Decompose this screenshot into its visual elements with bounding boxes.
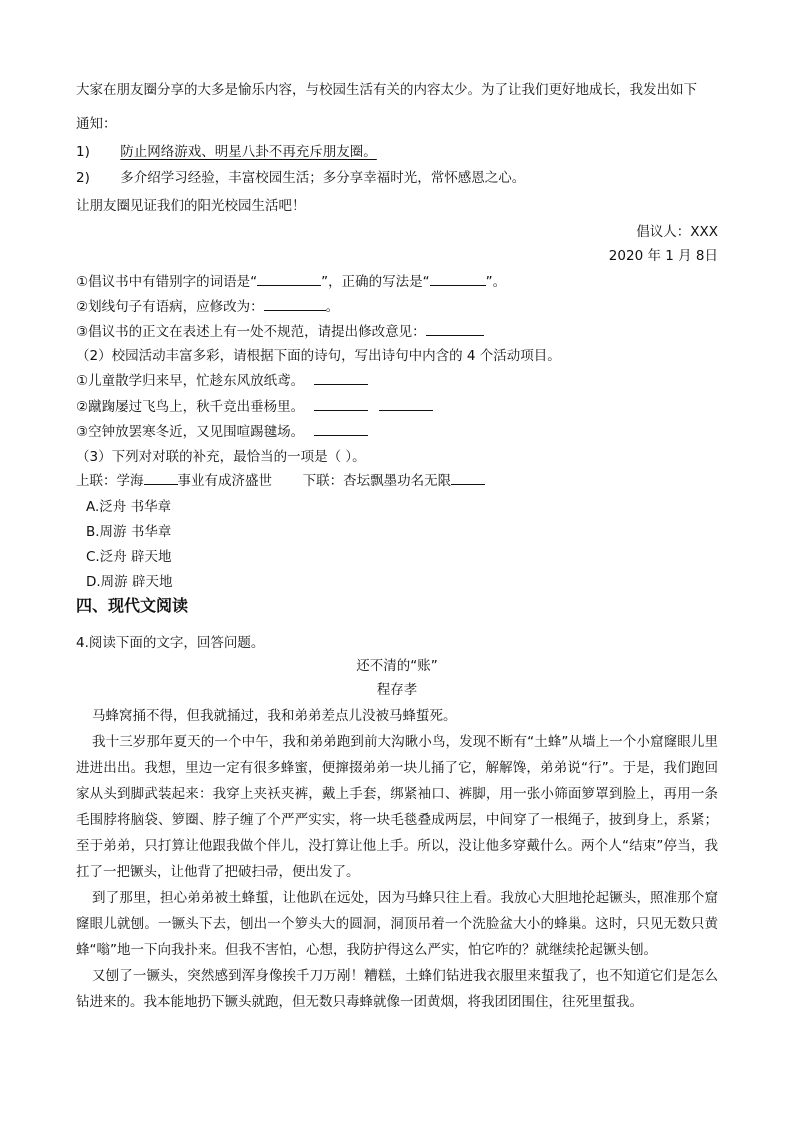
article-paragraph-2: 我十三岁那年夏天的一个中午，我和弟弟跑到前大沟瞅小鸟，发现不断有“土蜂”从墙上一个小窟窿眼儿里进进出出。我想，里边一定有很多蜂蜜，便撺掇弟弟一块儿捅了它，解解馋，弟弟说“行”。于是，我们跑回家从头到脚武装起来：我穿上夹袄夹裤，戴上手套，绑紧袖口、裤脚，用一张小筛面箩罩到脸上，再用一条毛围脖将脑袋、箩圈、脖子缠了个严严实实，将一块毛毯叠成两层，中间穿了一根绳子，披到身上，系紧；至于弟弟，只打算让他跟我做个伴儿，没打算让他上手。所以，没让他多穿戴什么。两个人“结束”停当，我扛了一把镢头，让他背了把破扫帚，便出发了。	[76, 734, 718, 880]
intro-line-2: 通知：	[76, 116, 117, 132]
list-item-2	[76, 168, 718, 188]
option-c: C.泛舟 辟天地	[86, 549, 172, 565]
answer-blank	[257, 272, 321, 286]
answer-blank	[264, 297, 326, 311]
question-1	[76, 272, 718, 292]
question-2-text: ②划线句子有语病，应修改为：	[76, 299, 264, 315]
question-5: （3）下列对对联的补充，最恰当的一项是（ ）。	[76, 449, 366, 465]
question-3	[76, 322, 718, 342]
poem-line-3	[76, 422, 718, 442]
option-b: B.周游 书华章	[86, 524, 172, 540]
signature-author: 倡议人：XXX	[636, 224, 718, 240]
couplet-line	[76, 471, 718, 491]
answer-blank	[314, 371, 368, 385]
article-paragraph-1: 马蜂窝捅不得，但我就捅过，我和弟弟差点儿没被马蜂蜇死。	[92, 708, 457, 724]
signature-date: 2020 年 1 月 8日	[608, 248, 718, 264]
question-3-text: ③倡议书的正文在表述上有一处不规范，请提出修改意见：	[76, 324, 426, 340]
poem-2-text: ②蹴踘屡过飞鸟上，秋千竞出垂杨里。	[76, 399, 305, 415]
list-number-1: 1)	[76, 144, 90, 160]
answer-blank	[426, 322, 484, 336]
list-item-1	[76, 142, 718, 162]
answer-blank	[314, 422, 368, 436]
answer-blank	[314, 397, 368, 411]
option-a: A.泛舟 书华章	[86, 499, 172, 515]
question-1-part-a: ①倡议书中有错别字的词语是“	[76, 274, 258, 290]
poem-line-2	[76, 397, 718, 417]
poem-line-1	[76, 371, 718, 391]
list-text-2: 多介绍学习经验，丰富校园生活；多分享幸福时光，常怀感恩之心。	[120, 170, 526, 186]
closing-line: 让朋友圈见证我们的阳光校园生活吧！	[76, 198, 306, 214]
poem-3-text: ③空钟放罢寒冬近，又见围喧踢毽场。	[76, 424, 305, 440]
list-number-2: 2)	[76, 170, 90, 186]
article-title: 还不清的“账”	[356, 658, 438, 674]
question-4: （2）校园活动丰富多彩，请根据下面的诗句，写出诗句中内含的 4 个活动项目。	[76, 348, 561, 364]
answer-blank	[144, 471, 178, 485]
reading-prompt: 4.阅读下面的文字，回答问题。	[76, 635, 265, 651]
answer-blank	[430, 272, 486, 286]
article-author: 程存孝	[376, 682, 418, 698]
article-paragraph-4: 又刨了一镢头，突然感到浑身像挨千刀万剐！糟糕，土蜂们钻进我衣服里来蜇我了，也不知道它们是怎么钻进来的。我本能地扔下镢头就跑，但无数只毒蜂就像一团黄烟，将我团团围住，往死里蜇我。	[76, 968, 718, 1010]
answer-blank	[451, 471, 485, 485]
couplet-upper-a: 上联：学海	[76, 473, 144, 489]
option-d: D.周游 辟天地	[86, 574, 173, 590]
intro-line-1: 大家在朋友圈分享的大多是愉乐内容，与校园生活有关的内容太少。为了让我们更好地成长，我发出如下	[76, 82, 697, 98]
couplet-upper-b: 事业有成济盛世	[177, 473, 272, 489]
question-1-part-c: ”。	[485, 274, 507, 290]
poem-1-text: ①儿童散学归来早，忙趁东风放纸鸢。	[76, 373, 305, 389]
question-2	[76, 297, 718, 317]
couplet-lower: 下联：杏坛飘墨功名无限	[302, 473, 452, 489]
article-paragraph-3: 到了那里，担心弟弟被土蜂蜇，让他趴在远处，因为马蜂只往上看。我放心大胆地抡起镢头，照准那个窟窿眼儿就刨。一镢头下去，刨出一个箩头大的圆洞，洞顶吊着一个洗脸盆大小的蜂巢。这时，只见无数只黄蜂“嗡”地一下向我扑来。但我不害怕，心想，我防护得这么严实，怕它咋的？就继续抡起镢头刨。	[76, 890, 718, 958]
answer-blank	[379, 397, 433, 411]
section-heading: 四、现代文阅读	[76, 596, 189, 615]
underlined-sentence: 防止网络游戏、明星八卦不再充斥朋友圈。	[120, 144, 377, 160]
question-1-part-b: ”，正确的写法是“	[321, 274, 430, 290]
question-2-end: 。	[325, 299, 340, 315]
